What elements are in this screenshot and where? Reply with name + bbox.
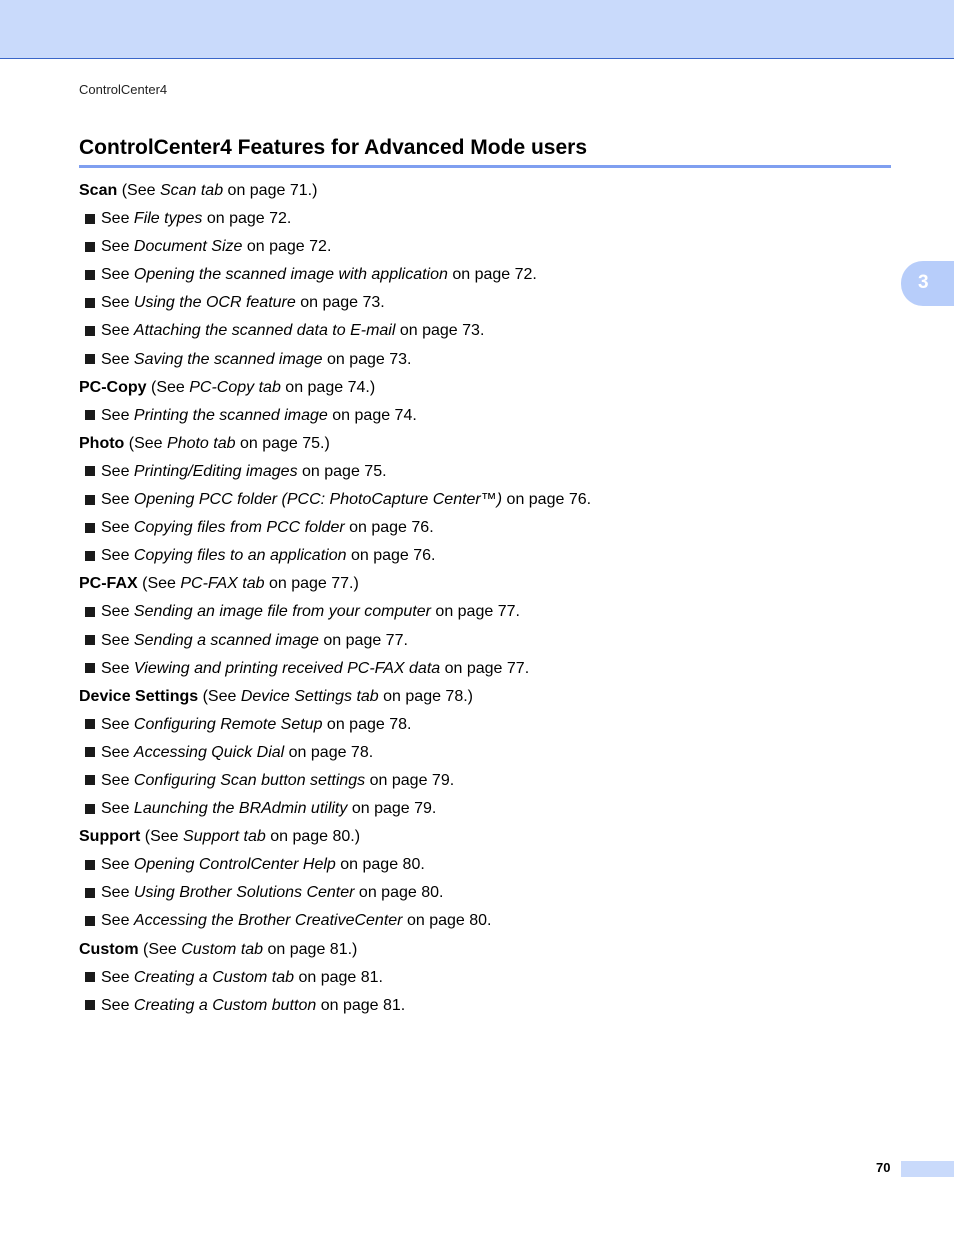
see-prefix: See xyxy=(101,322,134,340)
reference-title: Attaching the scanned data to E-mail xyxy=(133,322,396,340)
feature-name: Photo xyxy=(79,434,125,452)
see-prefix: (See xyxy=(140,828,184,846)
page-reference: on page 81. xyxy=(316,996,406,1014)
square-bullet-icon xyxy=(85,972,95,982)
page-reference: on page 80. xyxy=(335,856,425,874)
see-prefix: See xyxy=(101,210,134,228)
chapter-number: 3 xyxy=(918,272,929,293)
reference-title: Opening PCC folder (PCC: PhotoCapture Center™) xyxy=(133,491,503,509)
reference-title: Using the OCR feature xyxy=(133,294,296,312)
reference-title: Configuring Remote Setup xyxy=(133,715,323,733)
list-item xyxy=(79,627,899,655)
page-number: 70 xyxy=(876,1160,891,1175)
reference-title: Opening the scanned image with application xyxy=(133,266,448,284)
see-prefix: See xyxy=(101,800,134,818)
square-bullet-icon xyxy=(85,775,95,785)
see-prefix: See xyxy=(101,266,134,284)
page-reference: on page 79. xyxy=(347,800,437,818)
see-prefix: See xyxy=(101,350,134,368)
page-reference: on page 73. xyxy=(295,294,385,312)
feature-name: Scan xyxy=(79,182,118,199)
page-reference: on page 76. xyxy=(344,519,434,537)
square-bullet-icon xyxy=(85,719,95,729)
square-bullet-icon xyxy=(85,354,95,364)
see-prefix: (See xyxy=(117,182,160,199)
see-prefix: See xyxy=(101,771,134,789)
square-bullet-icon xyxy=(85,860,95,870)
reference-title: Viewing and printing received PC-FAX data xyxy=(133,659,441,677)
list-item xyxy=(79,711,899,739)
page-reference: on page 72. xyxy=(242,238,332,256)
reference-title: Saving the scanned image xyxy=(133,350,323,368)
reference-title: PC-FAX tab xyxy=(180,575,265,593)
list-item xyxy=(79,317,899,345)
square-bullet-icon xyxy=(85,214,95,224)
page-reference: on page 80. xyxy=(354,884,444,902)
see-prefix: See xyxy=(101,659,134,677)
square-bullet-icon xyxy=(85,551,95,561)
section-title: ControlCenter4 Features for Advanced Mode users xyxy=(79,136,587,159)
feature-heading xyxy=(79,823,899,851)
page-reference: on page 71.) xyxy=(223,182,318,199)
list-item xyxy=(79,851,899,879)
reference-title: Custom tab xyxy=(181,940,264,958)
reference-title: Sending a scanned image xyxy=(133,631,319,649)
see-prefix: (See xyxy=(146,378,190,396)
list-item xyxy=(79,655,899,683)
title-rule xyxy=(79,165,891,168)
square-bullet-icon xyxy=(85,663,95,673)
see-prefix: See xyxy=(101,491,134,509)
square-bullet-icon xyxy=(85,888,95,898)
reference-title: Scan tab xyxy=(159,182,224,199)
page-reference: on page 76. xyxy=(346,547,436,565)
see-prefix: (See xyxy=(124,434,168,452)
page-reference: on page 77. xyxy=(440,659,530,677)
page-reference: on page 79. xyxy=(365,771,455,789)
square-bullet-icon xyxy=(85,298,95,308)
feature-heading xyxy=(79,374,899,402)
see-prefix: See xyxy=(101,547,134,565)
page-reference: on page 78.) xyxy=(378,687,473,705)
see-prefix: See xyxy=(101,406,134,424)
reference-title: File types xyxy=(133,210,203,228)
page-reference: on page 73. xyxy=(322,350,412,368)
see-prefix: See xyxy=(101,996,134,1014)
see-prefix: (See xyxy=(138,940,182,958)
list-item xyxy=(79,964,899,992)
square-bullet-icon xyxy=(85,916,95,926)
see-prefix: See xyxy=(101,743,134,761)
page-reference: on page 73. xyxy=(395,322,485,340)
feature-name: Device Settings xyxy=(79,687,199,705)
list-item xyxy=(79,542,899,570)
page-reference: on page 72. xyxy=(202,210,292,228)
see-prefix: See xyxy=(101,603,134,621)
page-reference: on page 74.) xyxy=(280,378,376,396)
feature-heading xyxy=(79,177,899,205)
list-item xyxy=(79,458,899,486)
page-reference: on page 80.) xyxy=(265,828,361,846)
page-reference: on page 77.) xyxy=(264,575,359,593)
feature-name: Custom xyxy=(79,940,139,958)
page-reference: on page 75. xyxy=(297,462,387,480)
see-prefix: See xyxy=(101,968,134,986)
page-reference: on page 81. xyxy=(294,968,383,986)
list-item xyxy=(79,879,899,907)
list-item xyxy=(79,346,899,374)
list-item xyxy=(79,486,899,514)
reference-title: Copying files from PCC folder xyxy=(133,519,345,537)
page-reference: on page 78. xyxy=(284,743,374,761)
feature-heading xyxy=(79,683,899,711)
see-prefix: (See xyxy=(198,687,241,705)
top-header-band xyxy=(0,0,954,59)
list-item xyxy=(79,767,899,795)
feature-name: PC-FAX xyxy=(79,575,138,593)
reference-title: Creating a Custom tab xyxy=(133,968,294,986)
see-prefix: See xyxy=(101,294,134,312)
reference-title: Device Settings tab xyxy=(240,687,379,705)
feature-heading xyxy=(79,570,899,598)
page-number-bar xyxy=(901,1161,954,1177)
reference-title: Configuring Scan button settings xyxy=(133,771,366,789)
feature-name: Support xyxy=(79,828,141,846)
feature-name: PC-Copy xyxy=(79,378,147,396)
list-item xyxy=(79,992,899,1020)
page-reference: on page 72. xyxy=(447,266,537,284)
see-prefix: See xyxy=(101,856,134,874)
see-prefix: See xyxy=(101,715,134,733)
running-header: ControlCenter4 xyxy=(79,82,168,97)
reference-title: Printing/Editing images xyxy=(133,462,298,480)
feature-heading xyxy=(79,430,899,458)
page-reference: on page 81.) xyxy=(263,940,358,958)
reference-title: Launching the BRAdmin utility xyxy=(133,800,348,818)
list-item xyxy=(79,261,899,289)
see-prefix: See xyxy=(101,462,134,480)
list-item xyxy=(79,233,899,261)
square-bullet-icon xyxy=(85,1000,95,1010)
see-prefix: See xyxy=(101,631,134,649)
see-prefix: See xyxy=(101,884,134,902)
reference-title: Accessing Quick Dial xyxy=(133,743,285,761)
square-bullet-icon xyxy=(85,495,95,505)
list-item xyxy=(79,739,899,767)
list-item xyxy=(79,795,899,823)
page-reference: on page 74. xyxy=(327,406,417,424)
page-reference: on page 77. xyxy=(318,631,408,649)
reference-title: PC-Copy tab xyxy=(189,378,281,396)
page-reference: on page 75.) xyxy=(235,434,330,452)
reference-title: Accessing the Brother CreativeCenter xyxy=(133,912,403,930)
list-item xyxy=(79,907,899,935)
square-bullet-icon xyxy=(85,747,95,757)
page-reference: on page 80. xyxy=(402,912,492,930)
square-bullet-icon xyxy=(85,804,95,814)
reference-title: Photo tab xyxy=(167,434,236,452)
reference-title: Support tab xyxy=(183,828,266,846)
reference-title: Creating a Custom button xyxy=(133,996,317,1014)
feature-heading xyxy=(79,936,899,964)
square-bullet-icon xyxy=(85,635,95,645)
square-bullet-icon xyxy=(85,607,95,617)
square-bullet-icon xyxy=(85,270,95,280)
see-prefix: See xyxy=(101,912,134,930)
see-prefix: See xyxy=(101,238,134,256)
page-reference: on page 78. xyxy=(322,715,412,733)
see-prefix: (See xyxy=(137,575,181,593)
reference-title: Sending an image file from your computer xyxy=(133,603,431,621)
reference-title: Copying files to an application xyxy=(133,547,347,565)
page-reference: on page 77. xyxy=(430,603,520,621)
square-bullet-icon xyxy=(85,523,95,533)
reference-title: Printing the scanned image xyxy=(133,406,328,424)
reference-title: Document Size xyxy=(133,238,243,256)
square-bullet-icon xyxy=(85,326,95,336)
list-item xyxy=(79,205,899,233)
list-item xyxy=(79,402,899,430)
reference-title: Using Brother Solutions Center xyxy=(133,884,355,902)
list-item xyxy=(79,289,899,317)
page-reference: on page 76. xyxy=(502,491,592,509)
reference-title: Opening ControlCenter Help xyxy=(133,856,336,874)
square-bullet-icon xyxy=(85,410,95,420)
list-item xyxy=(79,514,899,542)
see-prefix: See xyxy=(101,519,134,537)
square-bullet-icon xyxy=(85,242,95,252)
square-bullet-icon xyxy=(85,466,95,476)
list-item xyxy=(79,598,899,626)
feature-list xyxy=(79,177,899,1020)
